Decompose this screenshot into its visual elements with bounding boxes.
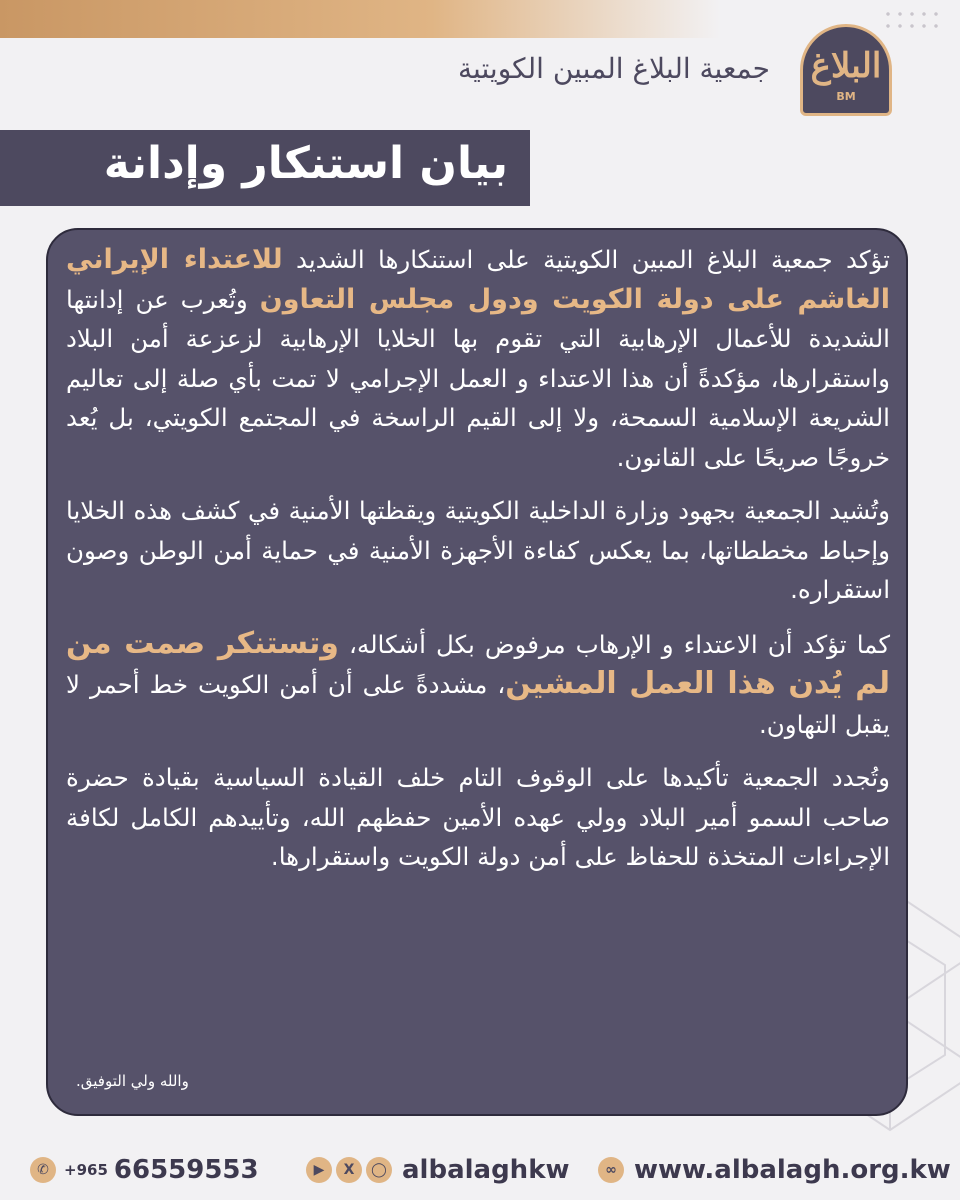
- paragraph-4: وتُجدد الجمعية تأكيدها على الوقوف التام خلف القيادة السياسية بقيادة حضرة صاحب السمو أمير البلاد وولي عهده الأمين حفظهم الله، وتأييدهم الكامل لكافة الإجراءات المتخذة للحفاظ على أمن دولة الكويت واستقرارها.: [66, 763, 890, 871]
- paragraph-1-text: تؤكد جمعية البلاغ المبين الكويتية على استنكارها الشديد: [282, 245, 890, 274]
- title-banner: [0, 130, 530, 206]
- paragraph-1-highlight: للاعتداء الإيراني الغاشم على دولة الكويت ودول مجلس التعاون: [66, 244, 890, 315]
- paragraph-3-text: كما تؤكد أن الاعتداء و الإرهاب مرفوض بكل أشكاله،: [338, 629, 890, 659]
- phone-prefix: +965: [64, 1161, 108, 1179]
- logo-text: البلاغ: [810, 46, 882, 86]
- footer-website[interactable]: [598, 1150, 951, 1190]
- closing-line: والله ولي التوفيق.: [76, 1072, 189, 1090]
- social-handle[interactable]: albalaghkw: [402, 1155, 570, 1185]
- paragraph-1: [66, 240, 890, 477]
- instagram-icon[interactable]: ◯: [366, 1157, 392, 1183]
- paragraph-3: [66, 624, 890, 745]
- phone-icon: ✆: [30, 1157, 56, 1183]
- phone-number: 66559553: [113, 1155, 259, 1185]
- youtube-icon[interactable]: ▶: [306, 1157, 332, 1183]
- footer: [0, 1150, 960, 1194]
- footer-phone[interactable]: [30, 1150, 259, 1190]
- link-icon: ∞: [598, 1157, 624, 1183]
- x-icon[interactable]: X: [336, 1157, 362, 1183]
- footer-social: [306, 1150, 570, 1190]
- paragraph-1-text-continued: وتُعرب عن إدانتها الشديدة للأعمال الإرهابية التي تقوم بها الخلايا الإرهابية لزعزعة أمن البلاد واستقرارها، مؤكدةً أن هذا الاعتداء و العمل الإجرامي لا تمت بأي صلة إلى تعاليم الشريعة الإسلامية السمحة، ولا إلى القيم الراسخة في المجتمع الكويتي، بل يُعد خروجًا صريحًا على القانون.: [66, 284, 890, 472]
- brand-name: جمعية البلاغ المبين الكويتية: [458, 52, 770, 85]
- website-url[interactable]: www.albalagh.org.kw: [634, 1155, 951, 1185]
- page-title: بيان استنكار وإدانة: [103, 138, 508, 189]
- logo-bm-text: BM: [836, 90, 856, 103]
- paragraph-3-text-continued: ، مشددةً على أن أمن الكويت خط أحمر لا يقبل التهاون.: [66, 670, 890, 739]
- statement-panel: [46, 228, 908, 1116]
- paragraph-2: وتُشيد الجمعية بجهود وزارة الداخلية الكويتية ويقظتها الأمنية في كشف هذه الخلايا وإحباط مخططاتها، بما يعكس كفاءة الأجهزة الأمنية في حماية أمن الوطن وصون استقراره.: [66, 496, 890, 604]
- paragraph-3-highlight: وتستنكر صمت من لم يُدن هذا العمل المشين: [66, 625, 890, 701]
- statement-body: [66, 240, 890, 891]
- logo: [790, 24, 902, 116]
